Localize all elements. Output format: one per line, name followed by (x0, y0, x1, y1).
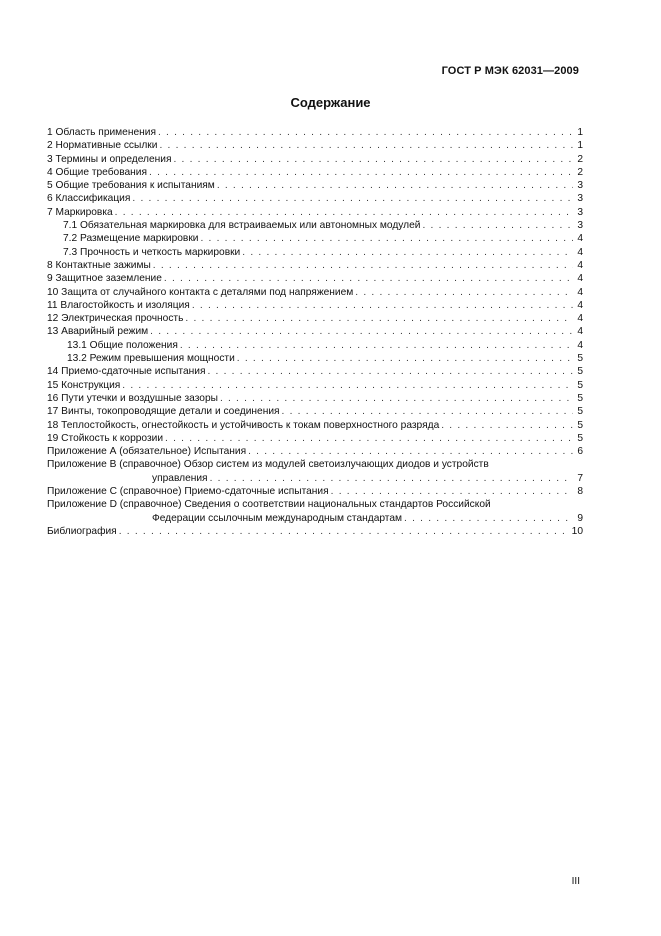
toc-entry[interactable]: 8 Контактные зажимы . . . 4 (47, 259, 583, 272)
toc-entry-appendix-a[interactable]: Приложение А (обязательное) Испытания . . . 6 (47, 445, 583, 458)
toc-subentry[interactable]: 7.1 Обязательная маркировка для встраиваемых или автономных модулей . . . 3 (47, 219, 583, 232)
toc-entry[interactable]: 16 Пути утечки и воздушные зазоры . . . 5 (47, 392, 583, 405)
page-number: III (571, 876, 580, 887)
toc-entry-appendix-c[interactable]: Приложение С (справочное) Приемо-сдаточные испытания . . . 8 (47, 485, 583, 498)
toc-entry[interactable]: 3 Термины и определения . . . 2 (47, 153, 583, 166)
toc-entry-appendix-d[interactable]: Приложение D (справочное) Сведения о соответствии национальных стандартов Российской Федерации ссылочным международным стандартам . . . 9 (47, 498, 583, 525)
toc-entry[interactable]: 11 Влагостойкость и изоляция . . . 4 (47, 299, 583, 312)
toc-entry[interactable]: 7 Маркировка . . . 3 (47, 206, 583, 219)
toc-entry[interactable]: 9 Защитное заземление . . . 4 (47, 272, 583, 285)
toc-entry[interactable]: 12 Электрическая прочность . . . 4 (47, 312, 583, 325)
toc-entry[interactable]: 1 Область применения . . . 1 (47, 126, 583, 139)
toc-entry[interactable]: 18 Теплостойкость, огнестойкость и устойчивость к токам поверхностного разряда . . . 5 (47, 419, 583, 432)
toc-subentry[interactable]: 13.2 Режим превышения мощности . . . 5 (47, 352, 583, 365)
page-title: Содержание (290, 95, 371, 110)
toc-subentry[interactable]: 13.1 Общие положения . . . 4 (47, 339, 583, 352)
toc-subentry[interactable]: 7.3 Прочность и четкость маркировки . . . 4 (47, 246, 583, 259)
toc-entry[interactable]: 14 Приемо-сдаточные испытания . . . 5 (47, 365, 583, 378)
toc-entry-appendix-b[interactable]: Приложение В (справочное) Обзор систем из модулей светоизлучающих диодов и устройств управления . . . 7 (47, 458, 583, 485)
toc-entry[interactable]: 13 Аварийный режим . . . 4 (47, 325, 583, 338)
toc-entry[interactable]: 19 Стойкость к коррозии . . . 5 (47, 432, 583, 445)
toc-entry[interactable]: 2 Нормативные ссылки . . . 1 (47, 139, 583, 152)
toc-entry[interactable]: 4 Общие требования . . . 2 (47, 166, 583, 179)
table-of-contents (47, 126, 583, 538)
toc-subentry[interactable]: 7.2 Размещение маркировки . . . 4 (47, 232, 583, 245)
toc-entry[interactable]: 17 Винты, токопроводящие детали и соединения . . . 5 (47, 405, 583, 418)
standard-designation: ГОСТ Р МЭК 62031—2009 (441, 65, 579, 77)
toc-entry[interactable]: 15 Конструкция . . . 5 (47, 379, 583, 392)
toc-entry[interactable]: 10 Защита от случайного контакта с деталями под напряжением . . . 4 (47, 286, 583, 299)
toc-entry-bibliography[interactable]: Библиография . . . 10 (47, 525, 583, 538)
toc-entry[interactable]: 6 Классификация . . . 3 (47, 192, 583, 205)
toc-entry[interactable]: 5 Общие требования к испытаниям . . . 3 (47, 179, 583, 192)
